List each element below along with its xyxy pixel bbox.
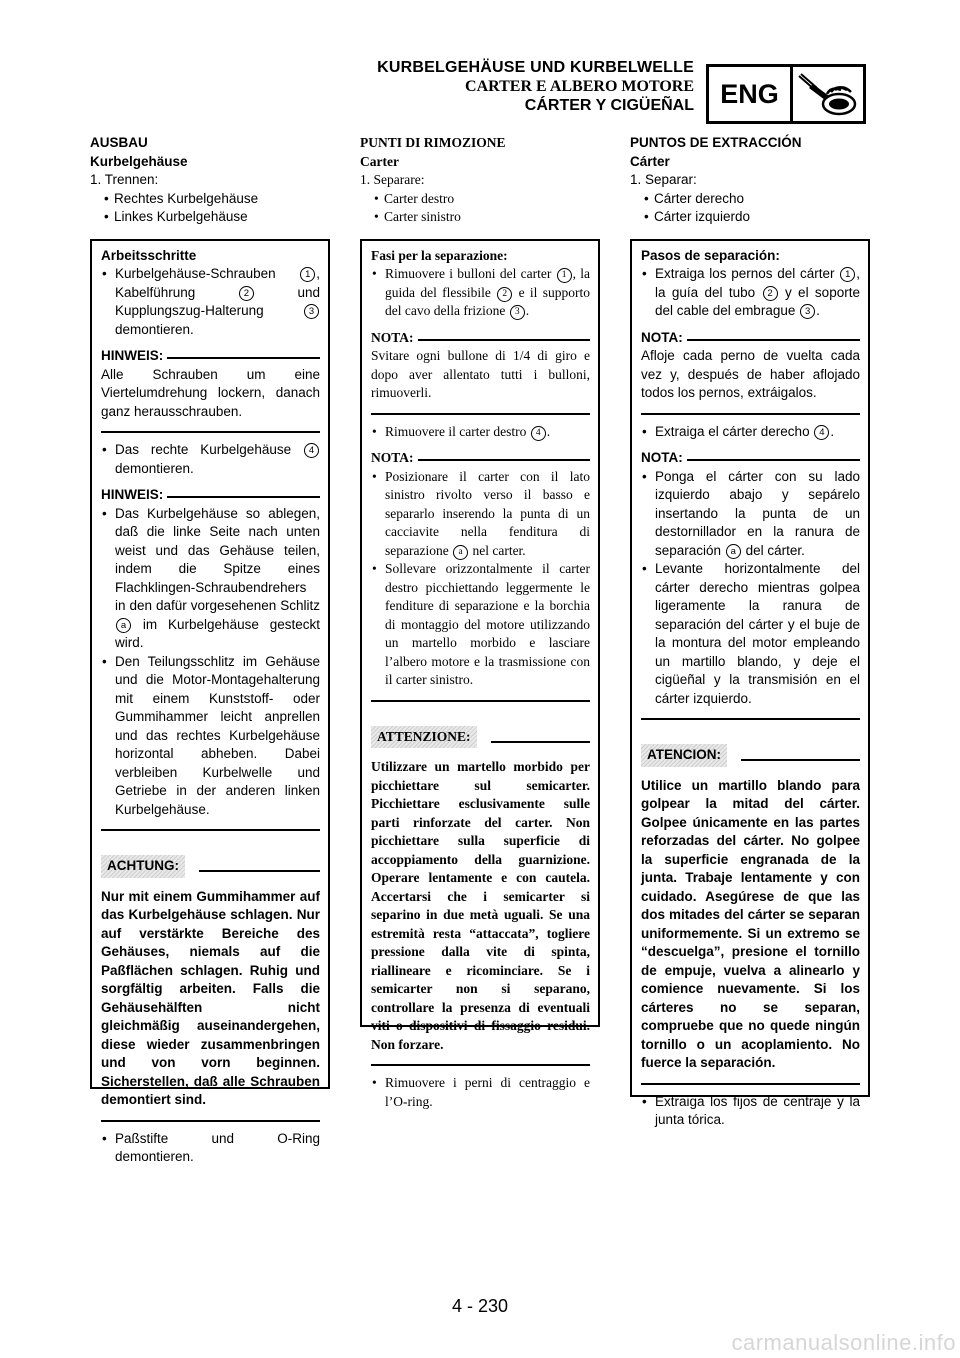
note-item: • Ponga el cárter con su lado izquierdo abajo y sepárelo insertando la punta de un destornillador en la ranura de separación a del cárter. <box>641 468 860 561</box>
page-number: 4 - 230 <box>451 1296 509 1316</box>
engine-icon <box>793 67 863 121</box>
procedure-title: Arbeitsschritte <box>101 247 197 263</box>
bullet-right-case: • Carter destro <box>360 190 600 209</box>
intro-it <box>360 134 600 227</box>
note-heading: HINWEIS: <box>101 347 320 366</box>
procedure-box-de <box>90 239 330 1164</box>
procedure-box-it <box>360 239 600 1109</box>
ref-marker: 4 <box>814 425 829 440</box>
note-text: Afloje cada perno de vuelta cada vez y, después de haber aflojado todos los pernos, extráigalos. <box>641 348 860 400</box>
caution-heading <box>371 726 590 749</box>
language-badge-label: ENG <box>709 67 793 121</box>
ref-marker: 4 <box>531 426 546 441</box>
note-heading: NOTA: <box>371 449 590 468</box>
heading-removal: PUNTOS DE EXTRACCIÓN <box>630 135 802 150</box>
procedure-item: • Kurbelgehäuse-Schrauben 1 , Kabelführung 2 und Kupplungszug-Halterung 3 demontieren. <box>101 265 320 339</box>
procedure-title: Fasi per la separazione: <box>371 247 508 263</box>
ref-marker: 1 <box>300 267 315 282</box>
divider <box>371 413 590 415</box>
header-title-de: KURBELGEHÄUSE UND KURBELWELLE <box>377 59 694 76</box>
ref-marker: 4 <box>304 443 319 458</box>
heading-removal: AUSBAU <box>90 135 148 150</box>
note-text: Alle Schrauben um eine Viertelumdrehung lockern, danach ganz herausschrauben. <box>101 366 320 419</box>
caution-text: Utilice un martillo blando para golpear la mitad del cárter. Golpee únicamente en las partes reforzadas del cárter. No golpee la superficie engranada de la junta. Trabaje lentamente y con cuidado. Asegúrese de que las dos mitades del cárter se separan uniformemente. Si un extremo se “descuelga”, presione el tornillo de empuje, vuelva a alinearlo y comience nuevamente. Si los cárteres no se separan, compruebe que no quede ningún tornillo o un acoplamiento. No fuerce la separación. <box>641 777 860 1070</box>
ref-marker: 1 <box>840 267 855 282</box>
procedure-item: • Extraiga los pernos del cárter 1 , la guía del tubo 2 y el soporte del cable del embrague 3 . <box>641 265 860 321</box>
bullet-left-case: • Carter sinistro <box>360 208 600 227</box>
column-italian <box>360 134 600 1109</box>
divider <box>101 431 320 433</box>
ref-marker: a <box>453 545 468 560</box>
caution-badge: ATTENZIONE: <box>371 726 477 749</box>
step-line: 1. Trennen: <box>90 172 159 187</box>
note-item: • Den Teilungsschlitz im Gehäuse und die Motor-Montagehalterung mit einem Kunststoff- oder Gummihammer leicht anprellen und das rechtes Kurbelgehäuse horizontal abheben. Dabei verbleiben Kurbelwelle und Getriebe in der anderen linken Kurbelgehäuse. <box>101 653 320 820</box>
procedure-item: • Extraiga los fijos de centraje y la junta tórica. <box>641 1093 860 1130</box>
note-heading: NOTA: <box>641 329 860 348</box>
subheading-crankcase: Kurbelgehäuse <box>90 153 188 169</box>
bullet-left-case: • Linkes Kurbelgehäuse <box>90 208 330 227</box>
note-heading: NOTA: <box>371 329 590 348</box>
section-header <box>377 58 694 115</box>
subheading-crankcase: Cárter <box>630 153 670 169</box>
ref-marker: 3 <box>800 304 815 319</box>
divider <box>371 700 590 702</box>
step-line: 1. Separare: <box>360 172 425 187</box>
ref-marker: a <box>726 544 741 559</box>
caution-badge: ATENCION: <box>641 744 727 767</box>
ref-marker: a <box>116 618 131 633</box>
caution-heading <box>641 744 860 767</box>
column-german <box>90 134 330 1164</box>
note-item: • Sollevare orizzontalmente il carter destro picchiettando leggermente le fenditure di separazione e la borchia di montaggio del motore utilizzando un martello morbido e lasciare l’albero motore e la trasmissione con il carter sinistro. <box>371 560 590 690</box>
header-title-es: CÁRTER Y CIGÜEÑAL <box>524 97 694 114</box>
bullet-right-case: • Cárter derecho <box>630 190 870 209</box>
ref-marker: 1 <box>557 268 572 283</box>
caution-heading <box>101 855 320 878</box>
language-badge <box>706 64 866 124</box>
ref-marker: 2 <box>239 286 254 301</box>
ref-marker: 3 <box>510 305 525 320</box>
divider <box>641 1083 860 1085</box>
procedure-item: • Das rechte Kurbelgehäuse 4 demontieren. <box>101 441 320 478</box>
note-heading: NOTA: <box>641 449 860 468</box>
intro-de <box>90 134 330 227</box>
divider <box>101 1120 320 1122</box>
subheading-crankcase: Carter <box>360 153 399 169</box>
caution-text: Utilizzare un martello morbido per picchiettare sul semicarter. Picchiettare esclusivamente sulle parti rinforzate del carter. Non picchiettare sulla superficie di accoppiamento della guarnizione. Operare lentamente e con cautela. Accertarsi che i semicarter si separino in due metà uguali. Se una estremità resta “attaccata”, togliere pressione dalla vite di spinta, riallineare e ricominciare. Se i semicarter non si separano, controllare la presenza di eventuali viti o dispositivi di fissaggio residui. Non forzare. <box>371 759 590 1052</box>
note-item: • Levante horizontalmente del cárter derecho mientras golpea ligeramente la ranura de separación del cárter y el buje de la montura del motor empleando un martillo blando, y deje el cigüeñal y la transmisión en el cárter izquierdo. <box>641 560 860 708</box>
header-title-it: CARTER E ALBERO MOTORE <box>465 78 694 95</box>
procedure-box-es <box>630 239 870 1127</box>
step-line: 1. Separar: <box>630 172 697 187</box>
note-item: • Posizionare il carter con il lato sinistro rivolto verso il basso e separarlo inserendo la punta di un cacciavite nella fenditura di separazione a nel carter. <box>371 468 590 561</box>
column-spanish <box>630 134 870 1127</box>
procedure-item: • Paßstifte und O-Ring demontieren. <box>101 1130 320 1167</box>
note-heading: HINWEIS: <box>101 486 320 505</box>
procedure-item: • Rimuovere il carter destro 4 . <box>371 423 590 442</box>
heading-removal: PUNTI DI RIMOZIONE <box>360 135 506 150</box>
note-text: Svitare ogni bullone di 1/4 di giro e dopo aver allentato tutti i bulloni, rimuoverli. <box>371 348 590 400</box>
divider <box>641 413 860 415</box>
divider <box>101 829 320 831</box>
divider <box>641 718 860 720</box>
ref-marker: 3 <box>304 304 319 319</box>
procedure-item: • Rimuovere i perni di centraggio e l’O-ring. <box>371 1074 590 1111</box>
watermark: carmanualsonline.info <box>731 1330 956 1355</box>
procedure-item: • Rimuovere i bulloni del carter 1 , la guida del flessibile 2 e il supporto del cavo della frizione 3 . <box>371 265 590 321</box>
ref-marker: 2 <box>763 286 778 301</box>
procedure-title: Pasos de separación: <box>641 247 780 263</box>
procedure-item: • Extraiga el cárter derecho 4 . <box>641 423 860 442</box>
bullet-right-case: • Rechtes Kurbelgehäuse <box>90 190 330 209</box>
bullet-left-case: • Cárter izquierdo <box>630 208 870 227</box>
ref-marker: 2 <box>497 287 512 302</box>
caution-badge: ACHTUNG: <box>101 855 185 878</box>
note-item: • Das Kurbelgehäuse so ablegen, daß die linke Seite nach unten weist und das Gehäuse teilen, indem die Spitze eines Flachklingen-Schraubendrehers in den dafür vorgesehenen Schlitz a im Kurbelgehäuse gesteckt wird. <box>101 505 320 653</box>
intro-es <box>630 134 870 227</box>
divider <box>371 1064 590 1066</box>
caution-text: Nur mit einem Gummihammer auf das Kurbelgehäuse schlagen. Nur auf verstärkte Bereiche des Gehäuses, niemals auf die Paßflächen schlagen. Ruhig und sorgfältig arbeiten. Falls die Gehäusehälften nicht gleichmäßig auseinandergehen, diese wieder zusammenbringen und von vorn beginnen. Sicherstellen, daß alle Schrauben demontiert sind. <box>101 888 320 1107</box>
